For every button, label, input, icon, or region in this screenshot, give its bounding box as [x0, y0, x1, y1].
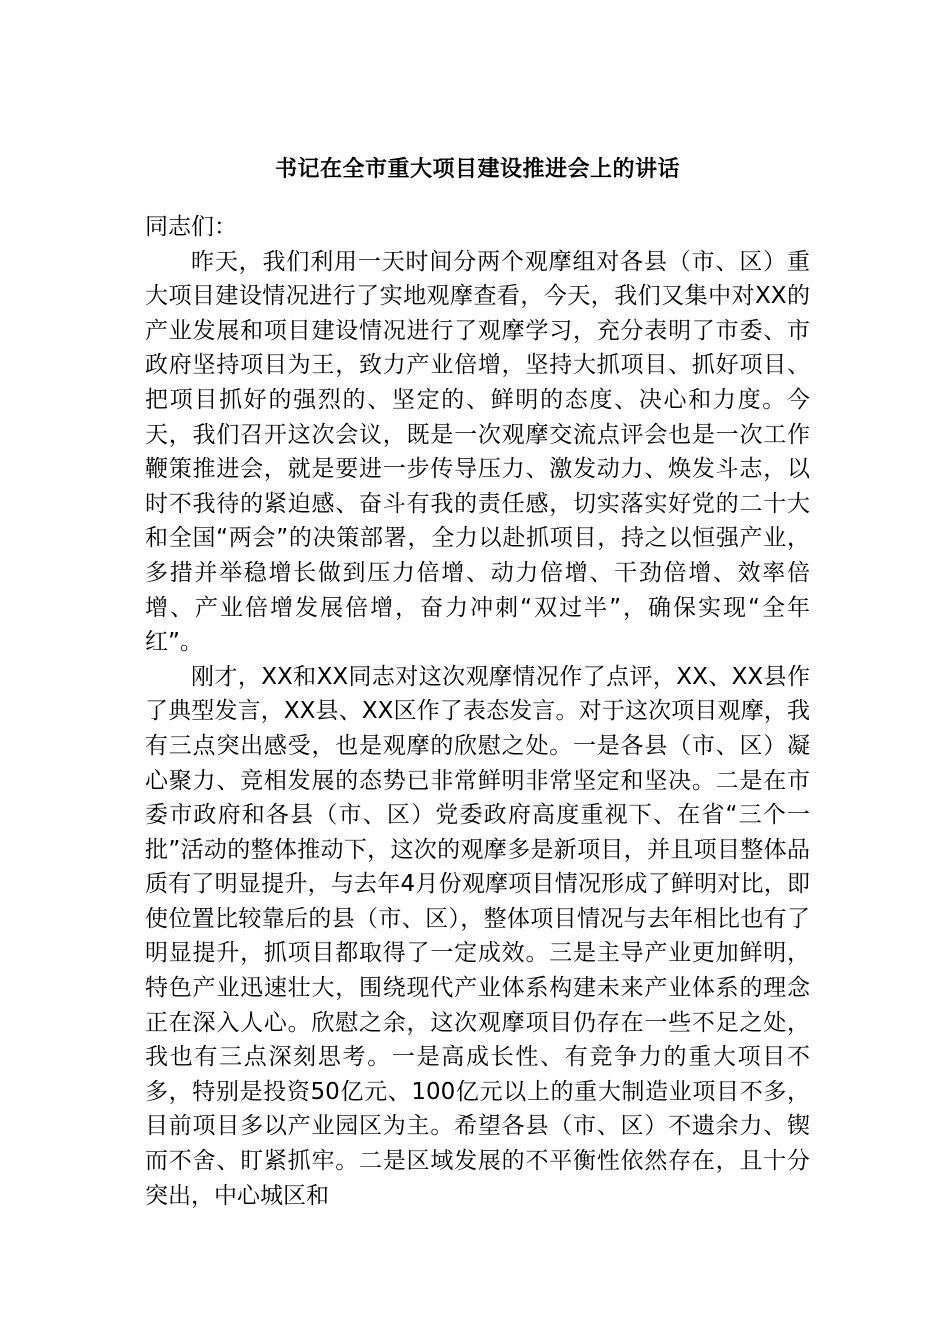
document-title: 书记在全市重大项目建设推进会上的讲话 — [274, 157, 680, 182]
salutation: 同志们： — [145, 214, 237, 240]
paragraph-1: 昨天，我们利用一天时间分两个观摩组对各县（市、区）重大项目建设情况进行了实地观摩查看，今天，我们又集中对XX的产业发展和项目建设情况进行了观摩学习，充分表明了市委、市政府坚持项目为王，致力产业倍增，坚持大抓项目、抓好项目、把项目抓好的强烈的、坚定的、鲜明的态度、决心和力度。今天，我们召开这次会议，既是一次观摩交流点评会也是一次工作鞭策推进会，就是要进一步传导压力、激发动力、焕发斗志，以时不我待的紧迫感、奋斗有我的责任感，切实落实好党的二十大和全国“两会”的决策部署，全力以赴抓项目，持之以恒强产业，多措并举稳增长做到压力倍增、动力倍增、干劲倍增、效率倍增、产业倍增发展倍增，奋力冲刺“双过半”，确保实现“全年红”。 — [145, 248, 810, 656]
paragraph-2: 刚才，XX和XX同志对这次观摩情况作了点评，XX、XX县作了典型发言，XX县、XX区作了表态发言。对于这次项目观摩，我有三点突出感受，也是观摩的欣慰之处。一是各县（市、区）凝心聚力、竞相发展的态势已非常鲜明非常坚定和坚决。二是在市委市政府和各县（市、区）党委政府高度重视下、在省“三个一批”活动的整体推动下，这次的观摩多是新项目，并且项目整体品质有了明显提升，与去年4月份观摩项目情况形成了鲜明对比，即使位置比较靠后的县（市、区），整体项目情况与去年相比也有了明显提升，抓项目都取得了一定成效。三是主导产业更加鲜明，特色产业迅速壮大，围绕现代产业体系构建未来产业体系的理念正在深入人心。欣慰之余，这次观摩项目仍存在一些不足之处，我也有三点深刻思考。一是高成长性、有竞争力的重大项目不多，特别是投资50亿元、100亿元以上的重大制造业项目不多，目前项目多以产业园区为主。希望各县（市、区）不遗余力、锲而不舍、盯紧抓牢。二是区域发展的不平衡性依然存在，且十分突出，中心城区和 — [145, 663, 810, 1209]
